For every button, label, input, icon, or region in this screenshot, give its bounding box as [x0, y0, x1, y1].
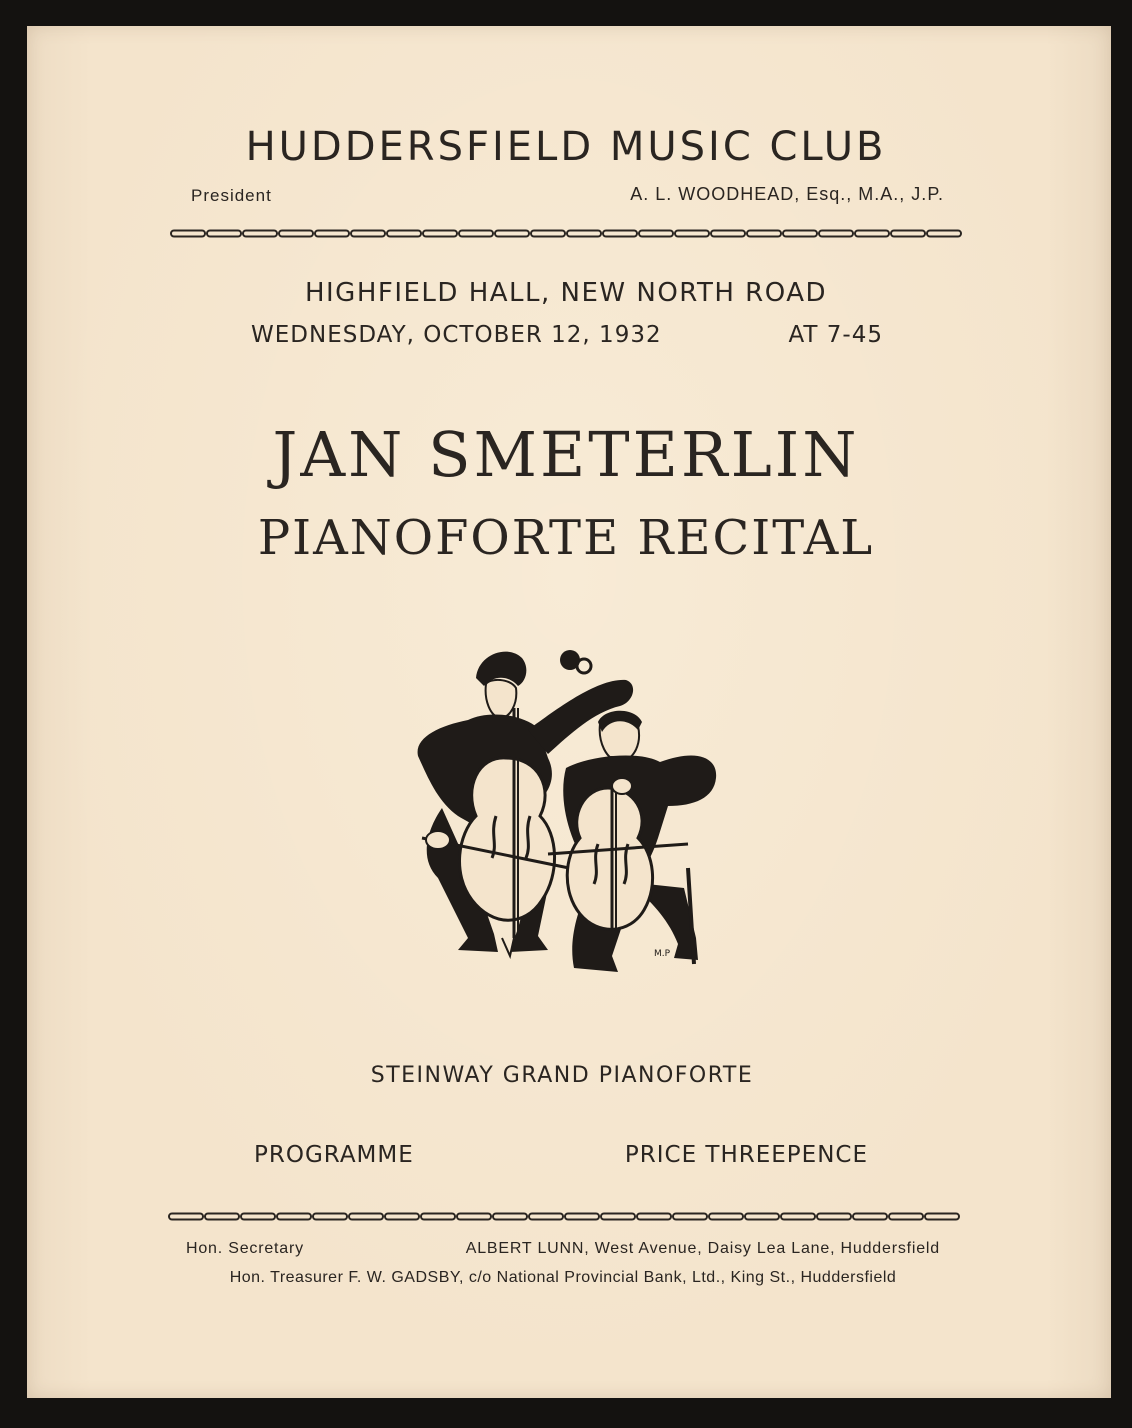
performer-name: JAN SMETERLIN — [272, 418, 860, 491]
artist-signature: M.P — [654, 949, 671, 959]
secretary-details: ALBERT LUNN, West Avenue, Daisy Lea Lane, Huddersfield — [465, 1240, 940, 1257]
cellists-illustration — [398, 638, 728, 983]
programme-label: PROGRAMME — [254, 1142, 414, 1168]
venue: HIGHFIELD HALL, NEW NORTH ROAD — [304, 278, 828, 308]
bottom-divider — [168, 1211, 962, 1223]
event-date: WEDNESDAY, OCTOBER 12, 1932 — [251, 322, 662, 348]
president-name: A. L. WOODHEAD, Esq., M.A., J.P. — [630, 184, 944, 204]
event-time: AT 7-45 — [788, 322, 883, 348]
instrument-note: STEINWAY GRAND PIANOFORTE — [370, 1063, 754, 1088]
secretary-label: Hon. Secretary — [186, 1240, 304, 1257]
club-title: HUDDERSFIELD MUSIC CLUB — [245, 124, 887, 170]
price-label: PRICE THREEPENCE — [624, 1142, 868, 1168]
recital-title: PIANOFORTE RECITAL — [257, 510, 875, 566]
top-divider — [170, 228, 964, 240]
treasurer-details: Hon. Treasurer F. W. GADSBY, c/o National Provincial Bank, Ltd., King St., Huddersfield — [229, 1269, 897, 1286]
president-label: President — [191, 186, 272, 205]
